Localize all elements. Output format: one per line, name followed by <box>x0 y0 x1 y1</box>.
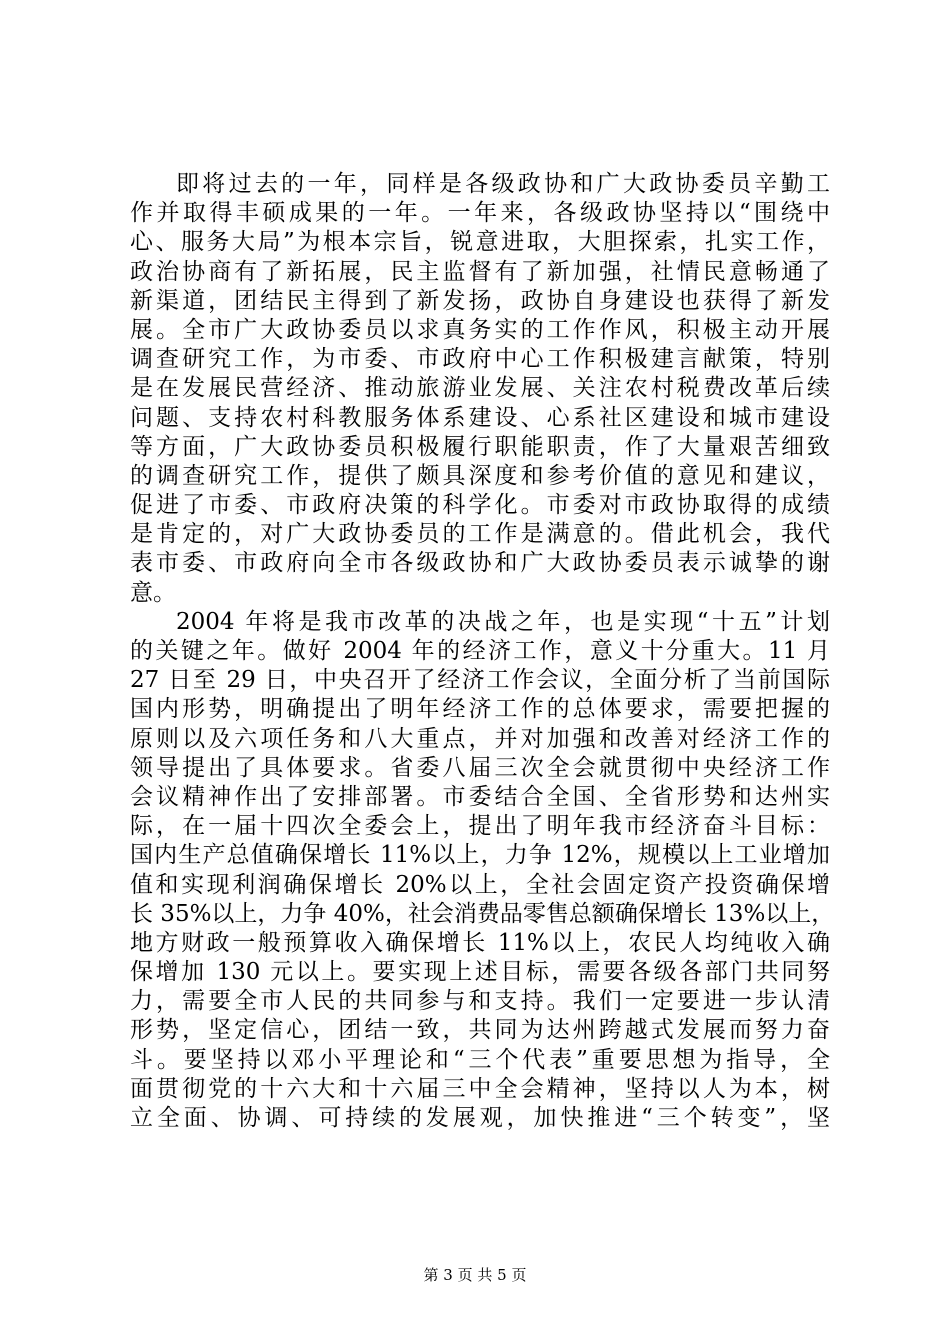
text-line: 是在发展民营经济、推动旅游业发展、关注农村税费改革后续 <box>130 375 830 402</box>
text-line: 政治协商有了新拓展，民主监督有了新加强，社情民意畅通了 <box>130 258 830 285</box>
text-line: 力，需要全市人民的共同参与和支持。我们一定要进一步认清 <box>130 988 830 1015</box>
text-line: 会议精神作出了安排部署。市委结合全国、全省形势和达州实 <box>130 783 830 810</box>
body-text <box>130 170 835 1133</box>
text-line: 际，在一届十四次全委会上，提出了明年我市经济奋斗目标： <box>130 813 830 840</box>
text-line: 作并取得丰硕成果的一年。一年来，各级政协坚持以“围绕中 <box>130 200 830 227</box>
text-line: 的调查研究工作，提供了颇具深度和参考价值的意见和建议， <box>130 462 830 489</box>
text-line: 立全面、协调、可持续的发展观，加快推进“三个转变”，坚 <box>130 1105 830 1131</box>
text-line: 地方财政一般预算收入确保增长 11%以上，农民人均纯收入确 <box>130 929 830 956</box>
text-line: 长 35%以上，力争 40%，社会消费品零售总额确保增长 13%以上， <box>130 900 835 927</box>
text-line: 展。全市广大政协委员以求真务实的工作作风，积极主动开展 <box>130 316 830 343</box>
text-line: 的关键之年。做好 2004 年的经济工作，意义十分重大。11 月 <box>130 638 830 664</box>
text-line: 等方面，广大政协委员积极履行职能职责，作了大量艰苦细致 <box>130 433 830 460</box>
text-line: 心、服务大局”为根本宗旨，锐意进取，大胆探索，扎实工作， <box>130 229 830 256</box>
text-line: 27 日至 29 日，中央召开了经济工作会议，全面分析了当前国际 <box>130 667 830 694</box>
text-line: 国内生产总值确保增长 11%以上，力争 12%，规模以上工业增加 <box>130 842 830 869</box>
text-line: 促进了市委、市政府决策的科学化。市委对市政协取得的成绩 <box>130 492 830 519</box>
text-line: 即将过去的一年，同样是各级政协和广大政协委员辛勤工 <box>176 171 830 197</box>
text-line: 是肯定的，对广大政协委员的工作是满意的。借此机会，我代 <box>130 521 830 548</box>
text-line: 2004 年将是我市改革的决战之年，也是实现“十五”计划 <box>176 608 830 635</box>
text-line: 原则以及六项任务和八大重点，并对加强和改善对经济工作的 <box>130 725 830 752</box>
page-footer: 第 3 页 共 5 页 <box>423 1266 527 1284</box>
text-line: 面贯彻党的十六大和十六届三中全会精神，坚持以人为本，树 <box>130 1075 830 1102</box>
text-line: 斗。要坚持以邓小平理论和“三个代表”重要思想为指导，全 <box>130 1046 830 1073</box>
text-line: 表市委、市政府向全市各级政协和广大政协委员表示诚挚的谢 <box>130 550 830 577</box>
text-line: 保增加 130 元以上。要实现上述目标，需要各级各部门共同努 <box>130 959 830 986</box>
text-line: 意。 <box>130 579 176 606</box>
text-line: 国内形势，明确提出了明年经济工作的总体要求，需要把握的 <box>130 696 830 723</box>
text-line: 调查研究工作，为市委、市政府中心工作积极建言献策，特别 <box>130 346 830 373</box>
text-line: 问题、支持农村科教服务体系建设、心系社区建设和城市建设 <box>130 404 830 431</box>
text-line: 领导提出了具体要求。省委八届三次全会就贯彻中央经济工作 <box>130 754 830 781</box>
text-line: 新渠道，团结民主得到了新发扬，政协自身建设也获得了新发 <box>130 287 830 314</box>
text-line: 值和实现利润确保增长 20%以上，全社会固定资产投资确保增 <box>130 871 830 898</box>
text-line: 形势，坚定信心，团结一致，共同为达州跨越式发展而努力奋 <box>130 1017 830 1044</box>
